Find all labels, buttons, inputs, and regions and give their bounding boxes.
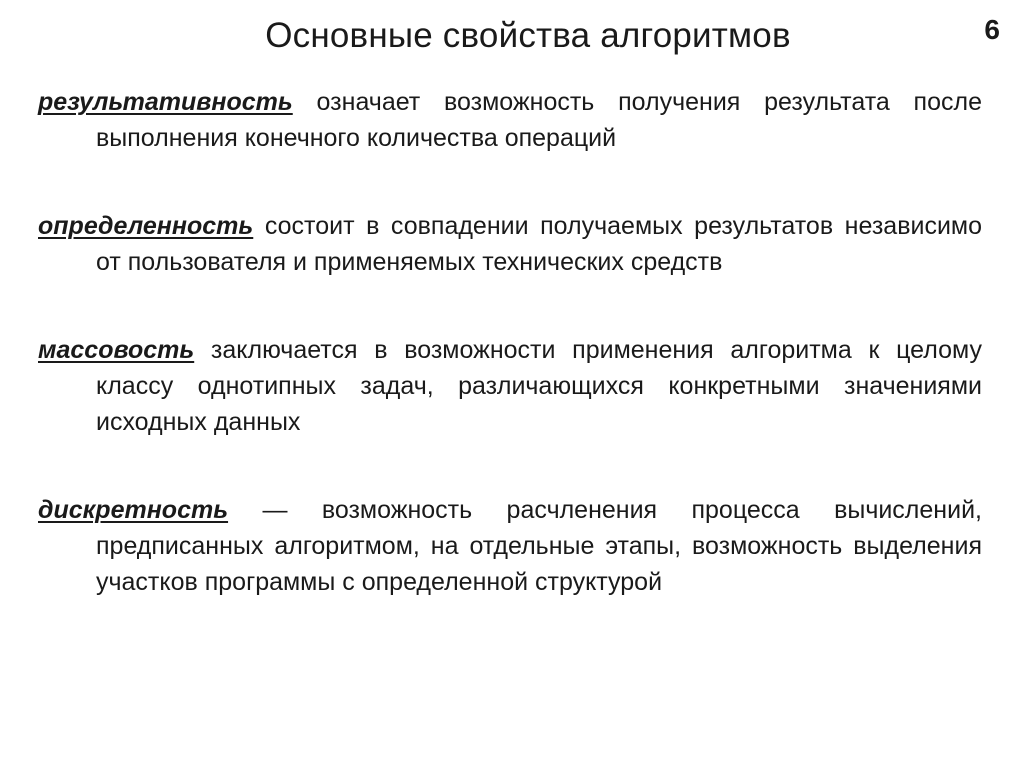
property-term: дискретность (38, 496, 229, 524)
property-description: состоит в совпадении получаемых результатов независимо от пользователя и применяемых технических средств (96, 212, 982, 276)
property-description: — возможность расчленения процесса вычислений, предписанных алгоритмом, на отдельные этапы, возможность выделения участков программы с определенной структурой (96, 496, 982, 596)
property-term: результативность (38, 88, 293, 116)
property-description: означает возможность получения результата после выполнения конечного количества операций (96, 88, 982, 152)
property-item-discreteness (38, 492, 982, 600)
property-item-effectiveness (38, 84, 982, 156)
page-number: 6 (984, 14, 1000, 45)
property-item-determinism (38, 208, 982, 280)
property-term: определенность (38, 212, 254, 240)
property-term: массовость (38, 336, 195, 364)
property-description: заключается в возможности применения алгоритма к целому классу однотипных задач, различающихся конкретными значениями исходных данных (96, 336, 982, 436)
slide-title: Основные свойства алгоритмов (265, 16, 791, 55)
properties-list (38, 84, 982, 652)
property-item-generality (38, 332, 982, 440)
